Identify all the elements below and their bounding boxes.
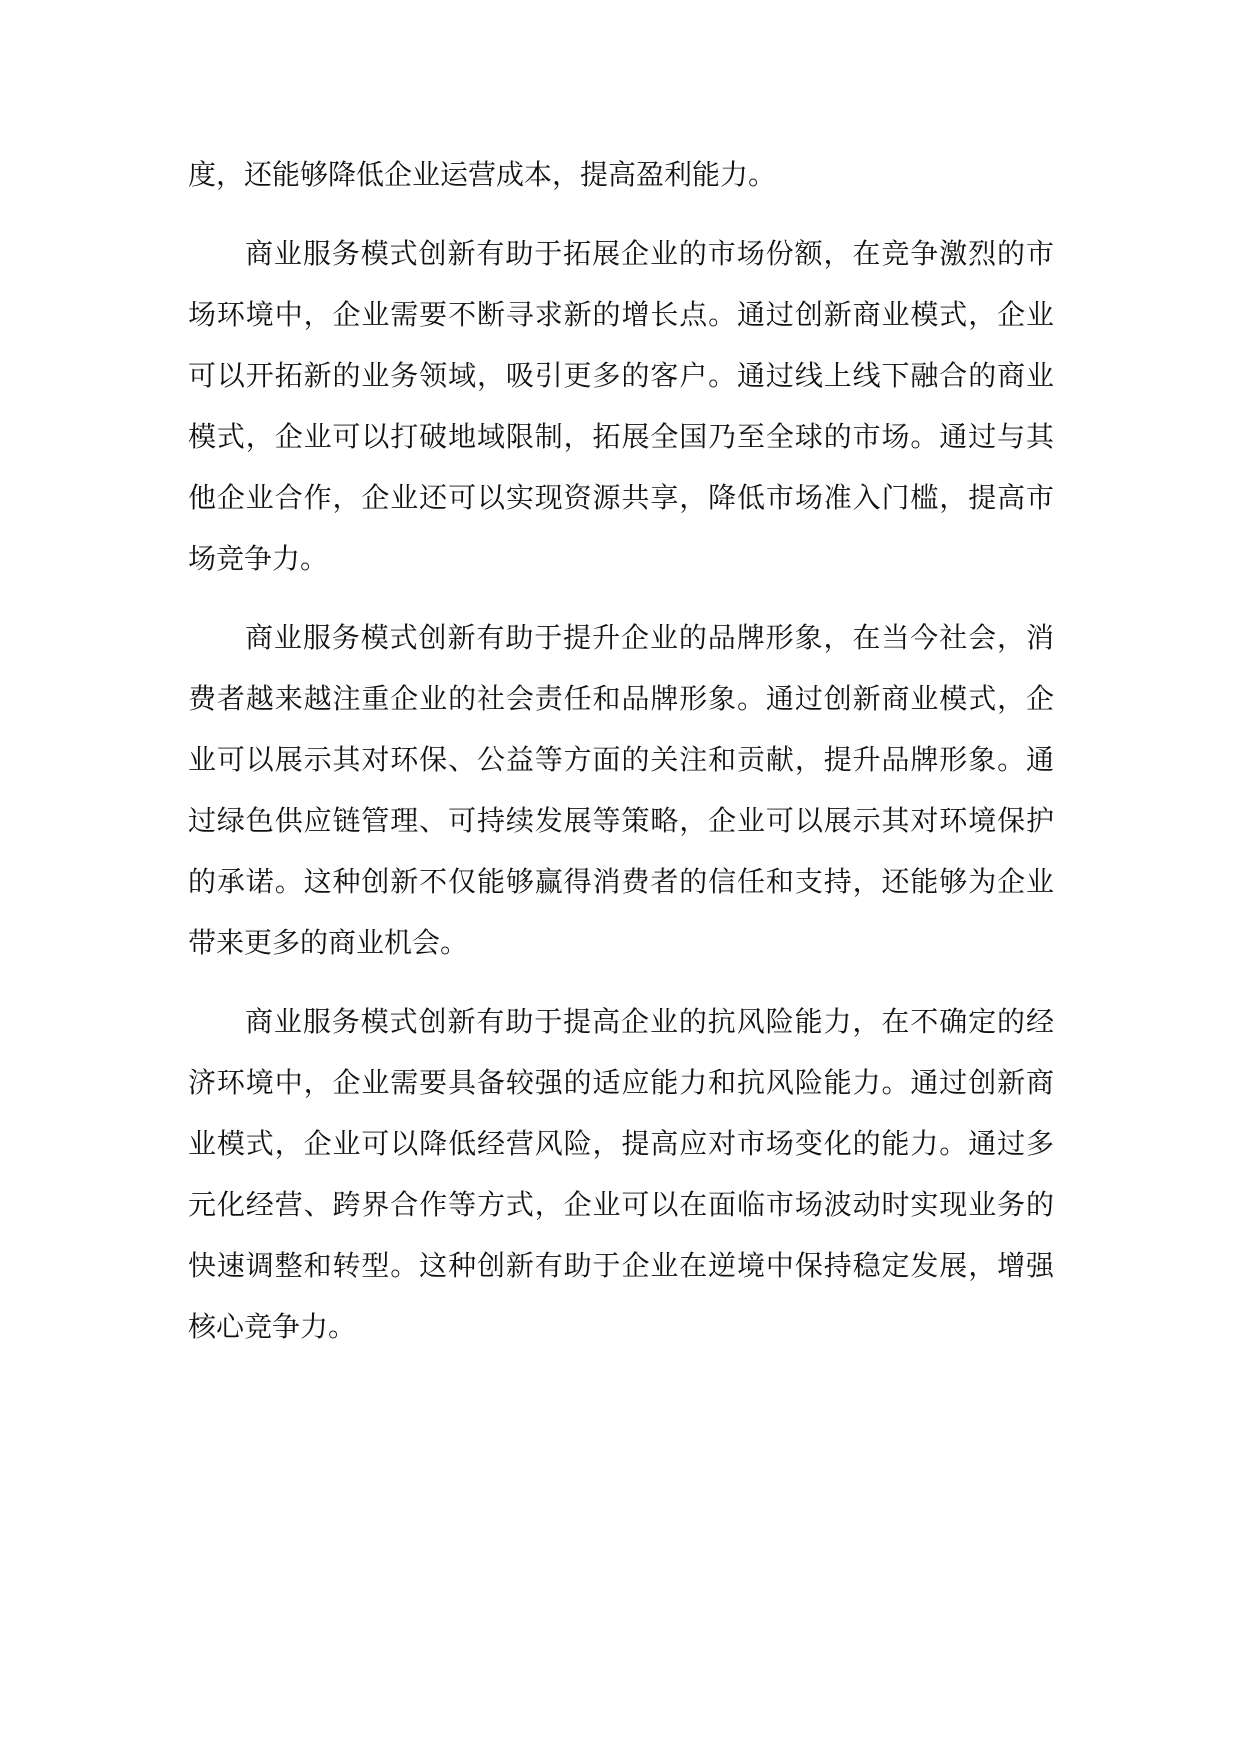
body-text — [188, 144, 1054, 1375]
paragraph-market-share: 商业服务模式创新有助于拓展企业的市场份额，在竞争激烈的市场环境中，企业需要不断寻求新的增长点。通过创新商业模式，企业可以开拓新的业务领域，吸引更多的客户。通过线上线下融合的商业模式，企业可以打破地域限制，拓展全国乃至全球的市场。通过与其他企业合作，企业还可以实现资源共享，降低市场准入门槛，提高市场竞争力。 — [188, 237, 1054, 575]
paragraph-continued: 度，还能够降低企业运营成本，提高盈利能力。 — [188, 158, 777, 191]
paragraph-brand-image: 商业服务模式创新有助于提升企业的品牌形象，在当今社会，消费者越来越注重企业的社会责任和品牌形象。通过创新商业模式，企业可以展示其对环保、公益等方面的关注和贡献，提升品牌形象。通过绿色供应链管理、可持续发展等策略，企业可以展示其对环境保护的承诺。这种创新不仅能够赢得消费者的信任和支持，还能够为企业带来更多的商业机会。 — [188, 621, 1054, 959]
paragraph-risk-resistance: 商业服务模式创新有助于提高企业的抗风险能力，在不确定的经济环境中，企业需要具备较强的适应能力和抗风险能力。通过创新商业模式，企业可以降低经营风险，提高应对市场变化的能力。通过多元化经营、跨界合作等方式，企业可以在面临市场波动时实现业务的快速调整和转型。这种创新有助于企业在逆境中保持稳定发展，增强核心竞争力。 — [188, 1005, 1054, 1343]
